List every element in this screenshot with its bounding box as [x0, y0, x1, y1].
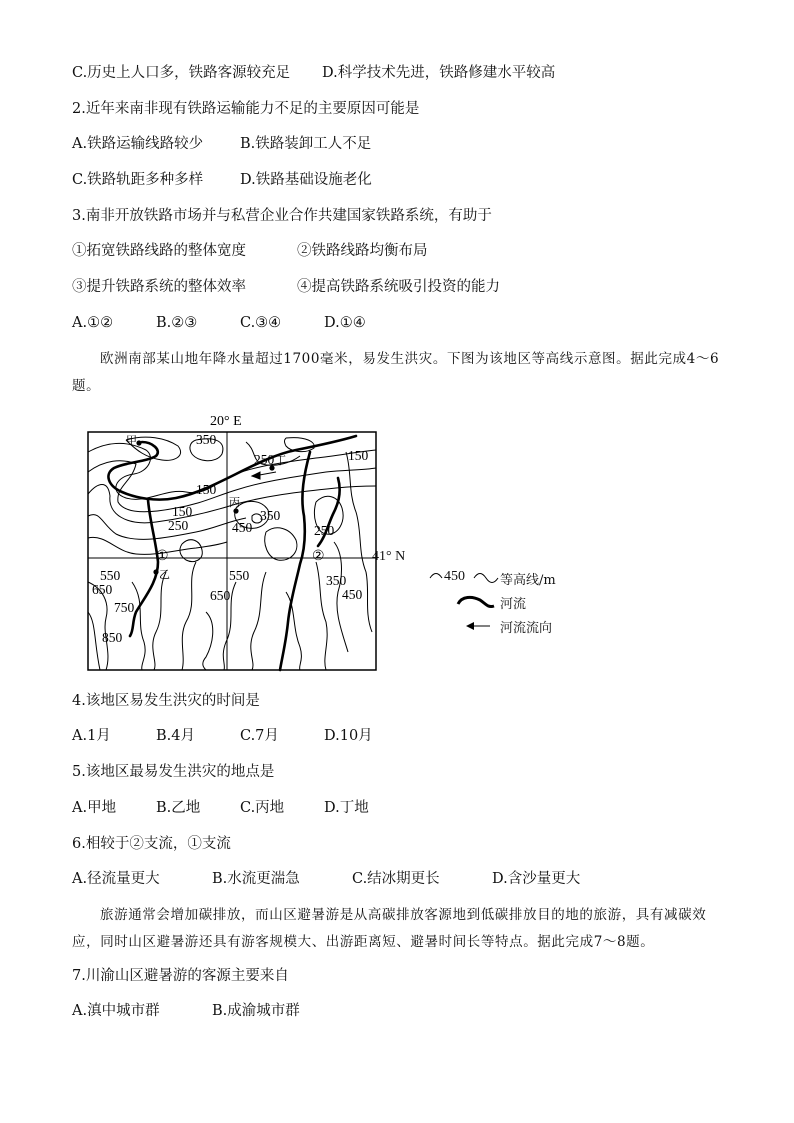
- contour-label-450b: 450: [342, 587, 363, 602]
- q2-option-d: D.铁路基础设施老化: [240, 172, 372, 188]
- q1-option-c: C.历史上人口多，铁路客源较充足: [72, 65, 291, 81]
- q5-option-d: D.丁地: [324, 800, 369, 816]
- point-bing-dot: [233, 508, 238, 513]
- contour-label-450a: 450: [232, 520, 253, 535]
- legend-flow-label: 河流流向: [500, 621, 553, 636]
- contour-label-150c: 150: [172, 504, 193, 519]
- q2-option-c: C.铁路轨距多种多样: [72, 172, 204, 188]
- point-yi-label: 乙: [159, 569, 170, 581]
- q6-option-a: A.径流量更大: [72, 871, 160, 887]
- q7-stem: 7.川渝山区避暑游的客源主要来自: [72, 968, 289, 984]
- point-jia-label: 甲: [126, 435, 137, 447]
- contour-label-650a: 650: [92, 582, 113, 597]
- q2-option-a: A.铁路运输线路较少: [72, 136, 204, 152]
- q2-option-b: B.铁路装卸工人不足: [240, 136, 372, 152]
- contour-map: [86, 412, 416, 674]
- q3-statement-4: ④提高铁路系统吸引投资的能力: [297, 279, 500, 295]
- contour-label-750: 750: [114, 600, 135, 615]
- point-ding-label: 丁: [275, 455, 286, 467]
- q7-option-b: B.成渝城市群: [212, 1003, 300, 1019]
- legend-river-label: 河流: [500, 597, 527, 612]
- contour-label-350c: 350: [326, 573, 347, 588]
- passage-flood-text: 欧洲南部某山地年降水量超过1700毫米，易发生洪灾。下图为该地区等高线示意图。据此完成4～6题。: [72, 351, 720, 394]
- map-legend: [428, 562, 608, 642]
- q5-stem: 5.该地区最易发生洪灾的地点是: [72, 764, 275, 780]
- q6-option-d: D.含沙量更大: [492, 871, 581, 887]
- point-2-label: ②: [312, 549, 325, 564]
- contour-label-150a: 150: [348, 448, 369, 463]
- q4-stem: 4.该地区易发生洪灾的时间是: [72, 693, 260, 709]
- contour-label-850: 850: [102, 630, 123, 645]
- q3-stem: 3.南非开放铁路市场并与私营企业合作共建国家铁路系统，有助于: [72, 208, 492, 224]
- q1-option-d: D.科学技术先进，铁路修建水平较高: [322, 65, 556, 81]
- q4-option-b: B.4月: [156, 728, 195, 744]
- q4-option-d: D.10月: [324, 728, 373, 744]
- q6-option-c: C.结冰期更长: [352, 871, 440, 887]
- latitude-label: 41° N: [372, 549, 406, 564]
- contour-label-350a: 350: [196, 432, 217, 447]
- q6-stem: 6.相较于②支流，①支流: [72, 836, 231, 852]
- point-bing-label: 丙: [229, 497, 240, 509]
- q7-option-a: A.滇中城市群: [72, 1003, 160, 1019]
- contour-label-650b: 650: [210, 588, 231, 603]
- legend-contour-left-icon: [430, 574, 442, 579]
- contour-label-250c: 250: [314, 523, 335, 538]
- passage-tourism-text: 旅游通常会增加碳排放，而山区避暑游是从高碳排放客源地到低碳排放目的地的旅游，具有减碳效应，同时山区避暑游还具有游客规模大、出游距离短、避暑时间长等特点。据此完成7～8题。: [72, 907, 707, 950]
- point-yi-dot: [153, 569, 158, 574]
- q5-option-c: C.丙地: [240, 800, 285, 816]
- legend-flow-arrow-icon: [466, 622, 474, 630]
- point-jia-dot: [136, 440, 141, 445]
- q3-option-d: D.①④: [324, 315, 366, 331]
- legend-contour-label: 等高线/m: [500, 573, 556, 588]
- contour-label-250a: 250: [254, 452, 275, 467]
- q4-option-c: C.7月: [240, 728, 279, 744]
- q3-statement-3: ③提升铁路系统的整体效率: [72, 279, 246, 295]
- q3-option-a: A.①②: [72, 315, 114, 331]
- q3-option-c: C.③④: [240, 315, 282, 331]
- contour-label-550b: 550: [229, 568, 250, 583]
- contour-label-350b: 350: [260, 508, 281, 523]
- q2-stem: 2.近年来南非现有铁路运输能力不足的主要原因可能是: [72, 101, 420, 117]
- q5-option-b: B.乙地: [156, 800, 201, 816]
- q5-option-a: A.甲地: [72, 800, 117, 816]
- contour-label-150b: 150: [196, 482, 217, 497]
- q4-option-a: A.1月: [72, 728, 111, 744]
- passage-tourism: [72, 902, 732, 956]
- legend-contour-value: 450: [444, 569, 465, 584]
- point-1-label: ①: [156, 549, 169, 564]
- q3-statement-1: ①拓宽铁路线路的整体宽度: [72, 243, 246, 259]
- q3-option-b: B.②③: [156, 315, 198, 331]
- passage-flood: [72, 346, 732, 400]
- legend-river-icon: [458, 597, 494, 606]
- legend-contour-right-icon: [474, 574, 498, 583]
- contour-label-250b: 250: [168, 518, 189, 533]
- contour-label-550a: 550: [100, 568, 121, 583]
- q3-statement-2: ②铁路线路均衡布局: [297, 243, 428, 259]
- longitude-label: 20° E: [210, 414, 242, 429]
- q6-option-b: B.水流更湍急: [212, 871, 300, 887]
